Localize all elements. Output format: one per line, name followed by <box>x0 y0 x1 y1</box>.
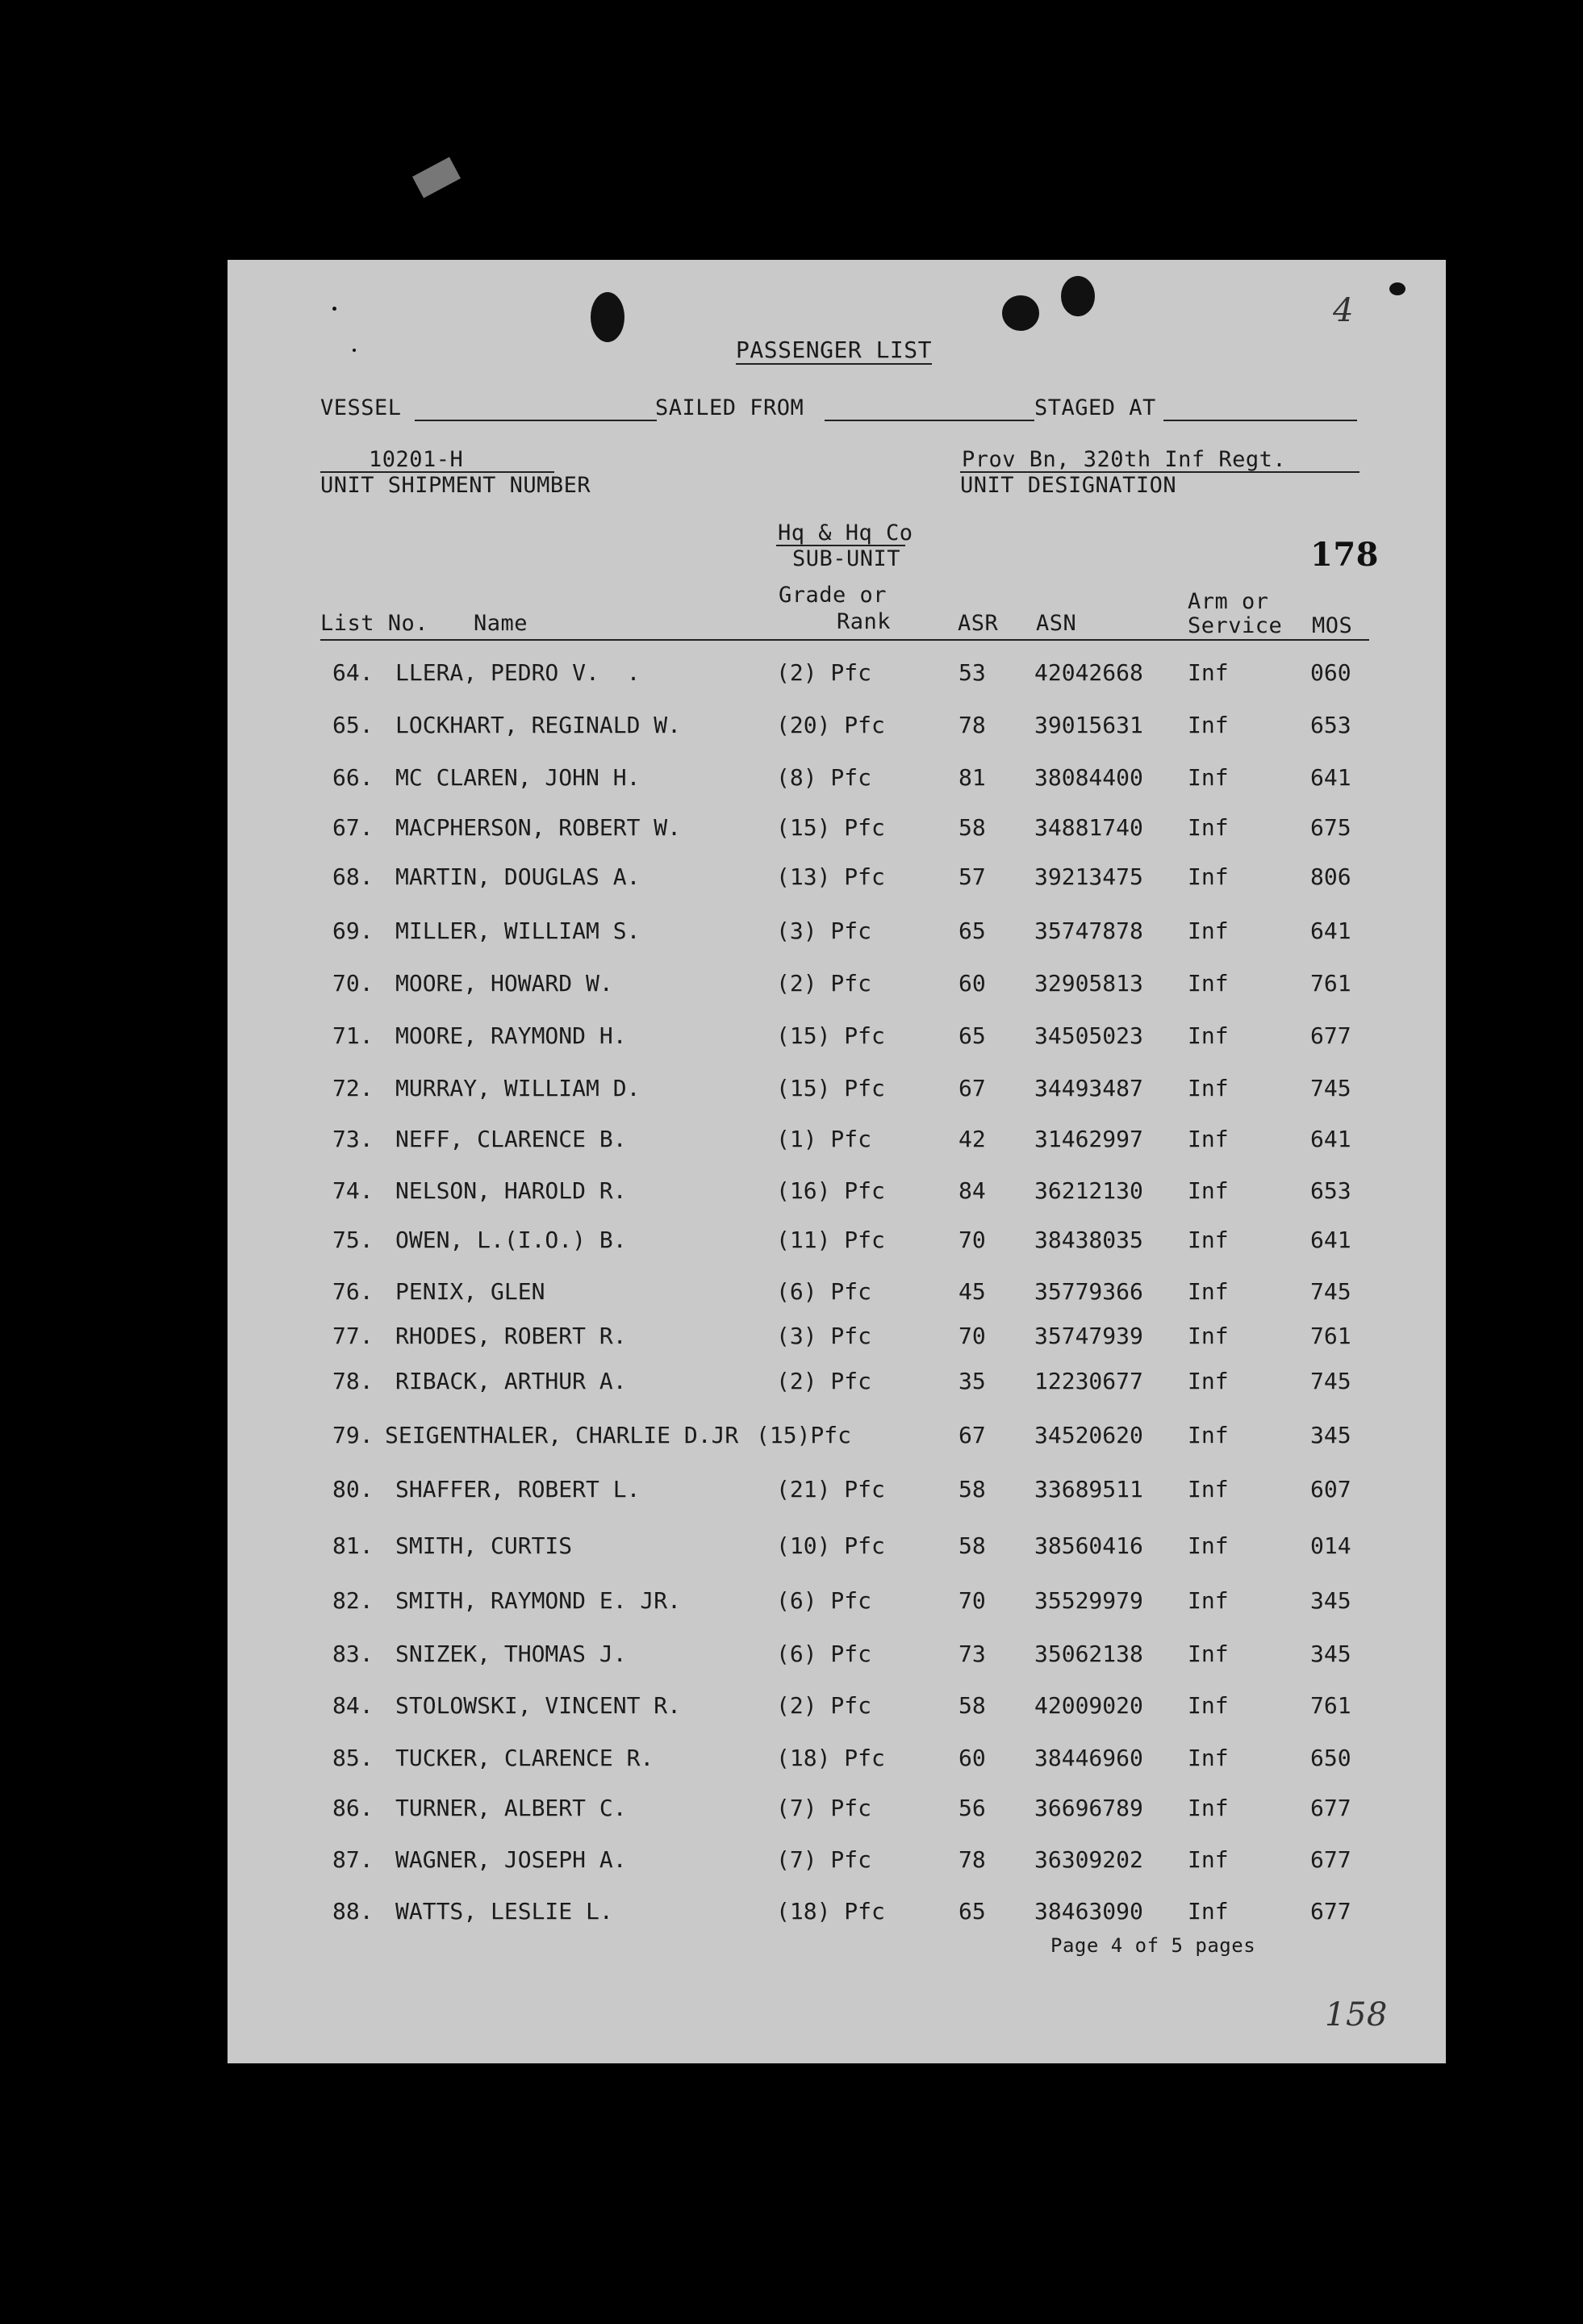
unit-designation-value: Prov Bn, 320th Inf Regt. <box>962 447 1287 472</box>
cell-list-no: 70. <box>332 970 374 997</box>
cell-asr: 57 <box>959 863 986 890</box>
cell-list-no: 78. <box>332 1368 374 1394</box>
cell-list-no: 65. <box>332 712 374 738</box>
cell-name: RHODES, ROBERT R. <box>395 1323 627 1349</box>
cell-arm: Inf <box>1188 1278 1229 1305</box>
cell-grade: (18) Pfc <box>776 1898 885 1925</box>
cell-mos: 060 <box>1310 659 1351 686</box>
cell-asn: 34493487 <box>1034 1075 1143 1101</box>
cell-asn: 42042668 <box>1034 659 1143 686</box>
cell-mos: 607 <box>1310 1476 1351 1503</box>
cell-asn: 35062138 <box>1034 1641 1143 1667</box>
header-grade-line1: Grade or <box>779 583 888 608</box>
table-row <box>228 1278 1446 1310</box>
cell-mos: 641 <box>1310 1227 1351 1253</box>
table-row <box>228 1323 1446 1355</box>
cell-mos: 675 <box>1310 814 1351 841</box>
cell-name: SHAFFER, ROBERT L. <box>395 1476 641 1503</box>
cell-asr: 42 <box>959 1126 986 1152</box>
table-row <box>228 1022 1446 1055</box>
cell-name: SMITH, RAYMOND E. JR. <box>395 1587 682 1614</box>
cell-asn: 38438035 <box>1034 1227 1143 1253</box>
cell-grade: (1) Pfc <box>776 1126 872 1152</box>
cell-asn: 36309202 <box>1034 1846 1143 1873</box>
cell-name: TUCKER, CLARENCE R. <box>395 1745 654 1771</box>
cell-arm: Inf <box>1188 1177 1229 1204</box>
cell-asr: 67 <box>959 1422 986 1448</box>
cell-mos: 745 <box>1310 1278 1351 1305</box>
cell-grade: (15) Pfc <box>776 1022 885 1049</box>
table-row <box>228 814 1446 846</box>
cell-name: NELSON, HAROLD R. <box>395 1177 627 1204</box>
cell-grade: (7) Pfc <box>776 1795 872 1821</box>
cell-asn: 38446960 <box>1034 1745 1143 1771</box>
table-row <box>228 1745 1446 1777</box>
cell-name: LLERA, PEDRO V. . <box>395 659 641 686</box>
cell-name: TURNER, ALBERT C. <box>395 1795 627 1821</box>
cell-list-no: 82. <box>332 1587 374 1614</box>
cell-asn: 34520620 <box>1034 1422 1143 1448</box>
cell-asn: 34505023 <box>1034 1022 1143 1049</box>
vessel-label: VESSEL <box>320 395 402 420</box>
cell-asr: 73 <box>959 1641 986 1667</box>
cell-mos: 677 <box>1310 1846 1351 1873</box>
cell-mos: 653 <box>1310 712 1351 738</box>
table-row <box>228 764 1446 796</box>
table-row <box>228 1532 1446 1565</box>
cell-asr: 78 <box>959 712 986 738</box>
cell-asn: 35747939 <box>1034 1323 1143 1349</box>
sailed-from-label: SAILED FROM <box>655 395 804 420</box>
table-row <box>228 1075 1446 1107</box>
cell-grade: (15) Pfc <box>776 814 885 841</box>
cell-asn: 36696789 <box>1034 1795 1143 1821</box>
tape-mark <box>412 157 461 199</box>
cell-arm: Inf <box>1188 1368 1229 1394</box>
cell-grade: (6) Pfc <box>776 1278 872 1305</box>
table-row <box>228 1476 1446 1508</box>
cell-mos: 650 <box>1310 1745 1351 1771</box>
table-row <box>228 1227 1446 1259</box>
header-mos: MOS <box>1312 613 1353 638</box>
cell-name: SNIZEK, THOMAS J. <box>395 1641 627 1667</box>
cell-asn: 39213475 <box>1034 863 1143 890</box>
cell-arm: Inf <box>1188 1587 1229 1614</box>
cell-list-no: 72. <box>332 1075 374 1101</box>
cell-grade: (21) Pfc <box>776 1476 885 1503</box>
vessel-blank <box>415 420 657 421</box>
cell-name: WATTS, LESLIE L. <box>395 1898 613 1925</box>
staged-at-label: STAGED AT <box>1034 395 1156 420</box>
cell-name: SMITH, CURTIS <box>395 1532 573 1559</box>
table-row <box>228 1422 1446 1454</box>
cell-arm: Inf <box>1188 1227 1229 1253</box>
cell-arm: Inf <box>1188 1422 1229 1448</box>
cell-asn: 42009020 <box>1034 1692 1143 1719</box>
table-row <box>228 917 1446 950</box>
cell-grade: (20) Pfc <box>776 712 885 738</box>
cell-asr: 60 <box>959 1745 986 1771</box>
cell-arm: Inf <box>1188 1532 1229 1559</box>
cell-name: MILLER, WILLIAM S. <box>395 917 641 944</box>
cell-name: RIBACK, ARTHUR A. <box>395 1368 627 1394</box>
cell-name: SEIGENTHALER, CHARLIE D.JR <box>385 1422 739 1448</box>
cell-arm: Inf <box>1188 1022 1229 1049</box>
table-row <box>228 1368 1446 1400</box>
cell-asr: 60 <box>959 970 986 997</box>
cell-grade: (6) Pfc <box>776 1587 872 1614</box>
cell-grade: (7) Pfc <box>776 1846 872 1873</box>
cell-asr: 35 <box>959 1368 986 1394</box>
cell-asr: 70 <box>959 1323 986 1349</box>
cell-mos: 641 <box>1310 764 1351 791</box>
cell-asr: 56 <box>959 1795 986 1821</box>
cell-name: MURRAY, WILLIAM D. <box>395 1075 641 1101</box>
cell-mos: 806 <box>1310 863 1351 890</box>
cell-list-no: 76. <box>332 1278 374 1305</box>
cell-name: LOCKHART, REGINALD W. <box>395 712 682 738</box>
cell-asn: 38560416 <box>1034 1532 1143 1559</box>
cell-list-no: 77. <box>332 1323 374 1349</box>
table-row <box>228 1692 1446 1724</box>
cell-mos: 745 <box>1310 1075 1351 1101</box>
cell-mos: 641 <box>1310 1126 1351 1152</box>
cell-asr: 53 <box>959 659 986 686</box>
cell-asr: 65 <box>959 1022 986 1049</box>
cell-list-no: 84. <box>332 1692 374 1719</box>
cell-list-no: 64. <box>332 659 374 686</box>
cell-arm: Inf <box>1188 1692 1229 1719</box>
cell-asn: 38084400 <box>1034 764 1143 791</box>
cell-mos: 014 <box>1310 1532 1351 1559</box>
cell-asr: 78 <box>959 1846 986 1873</box>
sailed-from-blank <box>825 420 1034 421</box>
header-arm-line2: Service <box>1188 613 1283 638</box>
cell-asn: 35779366 <box>1034 1278 1143 1305</box>
cell-asr: 58 <box>959 1692 986 1719</box>
cell-mos: 653 <box>1310 1177 1351 1204</box>
cell-grade: (8) Pfc <box>776 764 872 791</box>
cell-arm: Inf <box>1188 712 1229 738</box>
cell-asn: 38463090 <box>1034 1898 1143 1925</box>
cell-mos: 345 <box>1310 1641 1351 1667</box>
cell-list-no: 83. <box>332 1641 374 1667</box>
cell-arm: Inf <box>1188 1795 1229 1821</box>
cell-asn: 12230677 <box>1034 1368 1143 1394</box>
table-row <box>228 659 1446 692</box>
cell-grade: (16) Pfc <box>776 1177 885 1204</box>
cell-name: OWEN, L.(I.O.) B. <box>395 1227 627 1253</box>
cell-asn: 31462997 <box>1034 1126 1143 1152</box>
cell-list-no: 73. <box>332 1126 374 1152</box>
cell-asn: 33689511 <box>1034 1476 1143 1503</box>
cell-list-no: 80. <box>332 1476 374 1503</box>
table-row <box>228 863 1446 896</box>
unit-shipment-number-value: 10201-H <box>369 447 464 472</box>
cell-asr: 67 <box>959 1075 986 1101</box>
header-list-no: List No. <box>320 611 429 636</box>
header-asn: ASN <box>1036 611 1077 636</box>
cell-mos: 761 <box>1310 1323 1351 1349</box>
cell-asr: 58 <box>959 814 986 841</box>
cell-grade: (6) Pfc <box>776 1641 872 1667</box>
table-row <box>228 970 1446 1002</box>
cell-arm: Inf <box>1188 1641 1229 1667</box>
unit-designation-label: UNIT DESIGNATION <box>960 473 1177 498</box>
staged-at-blank <box>1163 420 1357 421</box>
cell-asn: 32905813 <box>1034 970 1143 997</box>
header-arm-line1: Arm or <box>1188 589 1269 614</box>
cell-arm: Inf <box>1188 764 1229 791</box>
cell-arm: Inf <box>1188 1846 1229 1873</box>
cell-arm: Inf <box>1188 970 1229 997</box>
cell-grade: (3) Pfc <box>776 917 872 944</box>
cell-list-no: 71. <box>332 1022 374 1049</box>
cell-mos: 677 <box>1310 1898 1351 1925</box>
cell-arm: Inf <box>1188 1898 1229 1925</box>
stamp-number: 178 <box>1310 536 1379 574</box>
cell-asn: 35747878 <box>1034 917 1143 944</box>
cell-grade: (11) Pfc <box>776 1227 885 1253</box>
cell-name: STOLOWSKI, VINCENT R. <box>395 1692 682 1719</box>
cell-asr: 45 <box>959 1278 986 1305</box>
cell-name: MOORE, RAYMOND H. <box>395 1022 627 1049</box>
cell-asr: 58 <box>959 1476 986 1503</box>
cell-asr: 81 <box>959 764 986 791</box>
sub-unit-value: Hq & Hq Co <box>778 520 913 545</box>
cell-list-no: 68. <box>332 863 374 890</box>
cell-asn: 39015631 <box>1034 712 1143 738</box>
table-row <box>228 1126 1446 1158</box>
cell-mos: 677 <box>1310 1795 1351 1821</box>
cell-mos: 761 <box>1310 970 1351 997</box>
cell-list-no: 81. <box>332 1532 374 1559</box>
cell-grade: (2) Pfc <box>776 659 872 686</box>
cell-arm: Inf <box>1188 1476 1229 1503</box>
cell-asn: 36212130 <box>1034 1177 1143 1204</box>
cell-list-no: 79. <box>332 1422 374 1448</box>
cell-arm: Inf <box>1188 659 1229 686</box>
cell-grade: (15)Pfc <box>756 1422 852 1448</box>
cell-grade: (3) Pfc <box>776 1323 872 1349</box>
cell-name: MACPHERSON, ROBERT W. <box>395 814 682 841</box>
cell-arm: Inf <box>1188 1745 1229 1771</box>
document-page <box>228 260 1446 2063</box>
cell-arm: Inf <box>1188 1126 1229 1152</box>
handwritten-bottom-mark: 158 <box>1325 1996 1388 2034</box>
table-row <box>228 1898 1446 1930</box>
table-row <box>228 1587 1446 1620</box>
cell-mos: 345 <box>1310 1422 1351 1448</box>
cell-grade: (13) Pfc <box>776 863 885 890</box>
cell-list-no: 87. <box>332 1846 374 1873</box>
header-name: Name <box>474 611 528 636</box>
header-grade-line2: Rank <box>837 609 892 634</box>
page-footer: Page 4 of 5 pages <box>1050 1934 1256 1957</box>
cell-name: MC CLAREN, JOHN H. <box>395 764 641 791</box>
cell-asn: 34881740 <box>1034 814 1143 841</box>
table-row <box>228 1846 1446 1879</box>
cell-name: NEFF, CLARENCE B. <box>395 1126 627 1152</box>
sub-unit-label: SUB-UNIT <box>792 546 901 571</box>
handwritten-page-mark: 4 <box>1333 292 1354 329</box>
cell-list-no: 69. <box>332 917 374 944</box>
cell-asr: 84 <box>959 1177 986 1204</box>
cell-grade: (2) Pfc <box>776 1692 872 1719</box>
cell-list-no: 66. <box>332 764 374 791</box>
cell-mos: 761 <box>1310 1692 1351 1719</box>
cell-asr: 65 <box>959 917 986 944</box>
table-row <box>228 1177 1446 1210</box>
cell-grade: (10) Pfc <box>776 1532 885 1559</box>
cell-arm: Inf <box>1188 1075 1229 1101</box>
document-title: PASSENGER LIST <box>736 336 933 363</box>
table-row <box>228 712 1446 744</box>
cell-asr: 58 <box>959 1532 986 1559</box>
table-row <box>228 1795 1446 1827</box>
cell-name: MOORE, HOWARD W. <box>395 970 613 997</box>
cell-arm: Inf <box>1188 1323 1229 1349</box>
cell-arm: Inf <box>1188 863 1229 890</box>
cell-list-no: 74. <box>332 1177 374 1204</box>
cell-asr: 70 <box>959 1227 986 1253</box>
cell-mos: 677 <box>1310 1022 1351 1049</box>
cell-asr: 70 <box>959 1587 986 1614</box>
table-row <box>228 1641 1446 1673</box>
cell-name: MARTIN, DOUGLAS A. <box>395 863 641 890</box>
cell-list-no: 86. <box>332 1795 374 1821</box>
cell-asn: 35529979 <box>1034 1587 1143 1614</box>
cell-list-no: 85. <box>332 1745 374 1771</box>
cell-arm: Inf <box>1188 814 1229 841</box>
header-rule <box>320 639 1369 641</box>
cell-list-no: 67. <box>332 814 374 841</box>
cell-grade: (2) Pfc <box>776 1368 872 1394</box>
cell-mos: 641 <box>1310 917 1351 944</box>
cell-grade: (2) Pfc <box>776 970 872 997</box>
cell-list-no: 88. <box>332 1898 374 1925</box>
header-asr: ASR <box>958 611 999 636</box>
cell-grade: (15) Pfc <box>776 1075 885 1101</box>
cell-grade: (18) Pfc <box>776 1745 885 1771</box>
cell-mos: 345 <box>1310 1587 1351 1614</box>
cell-arm: Inf <box>1188 917 1229 944</box>
cell-asr: 65 <box>959 1898 986 1925</box>
cell-name: PENIX, GLEN <box>395 1278 545 1305</box>
cell-list-no: 75. <box>332 1227 374 1253</box>
cell-mos: 745 <box>1310 1368 1351 1394</box>
unit-shipment-number-label: UNIT SHIPMENT NUMBER <box>320 473 591 498</box>
cell-name: WAGNER, JOSEPH A. <box>395 1846 627 1873</box>
